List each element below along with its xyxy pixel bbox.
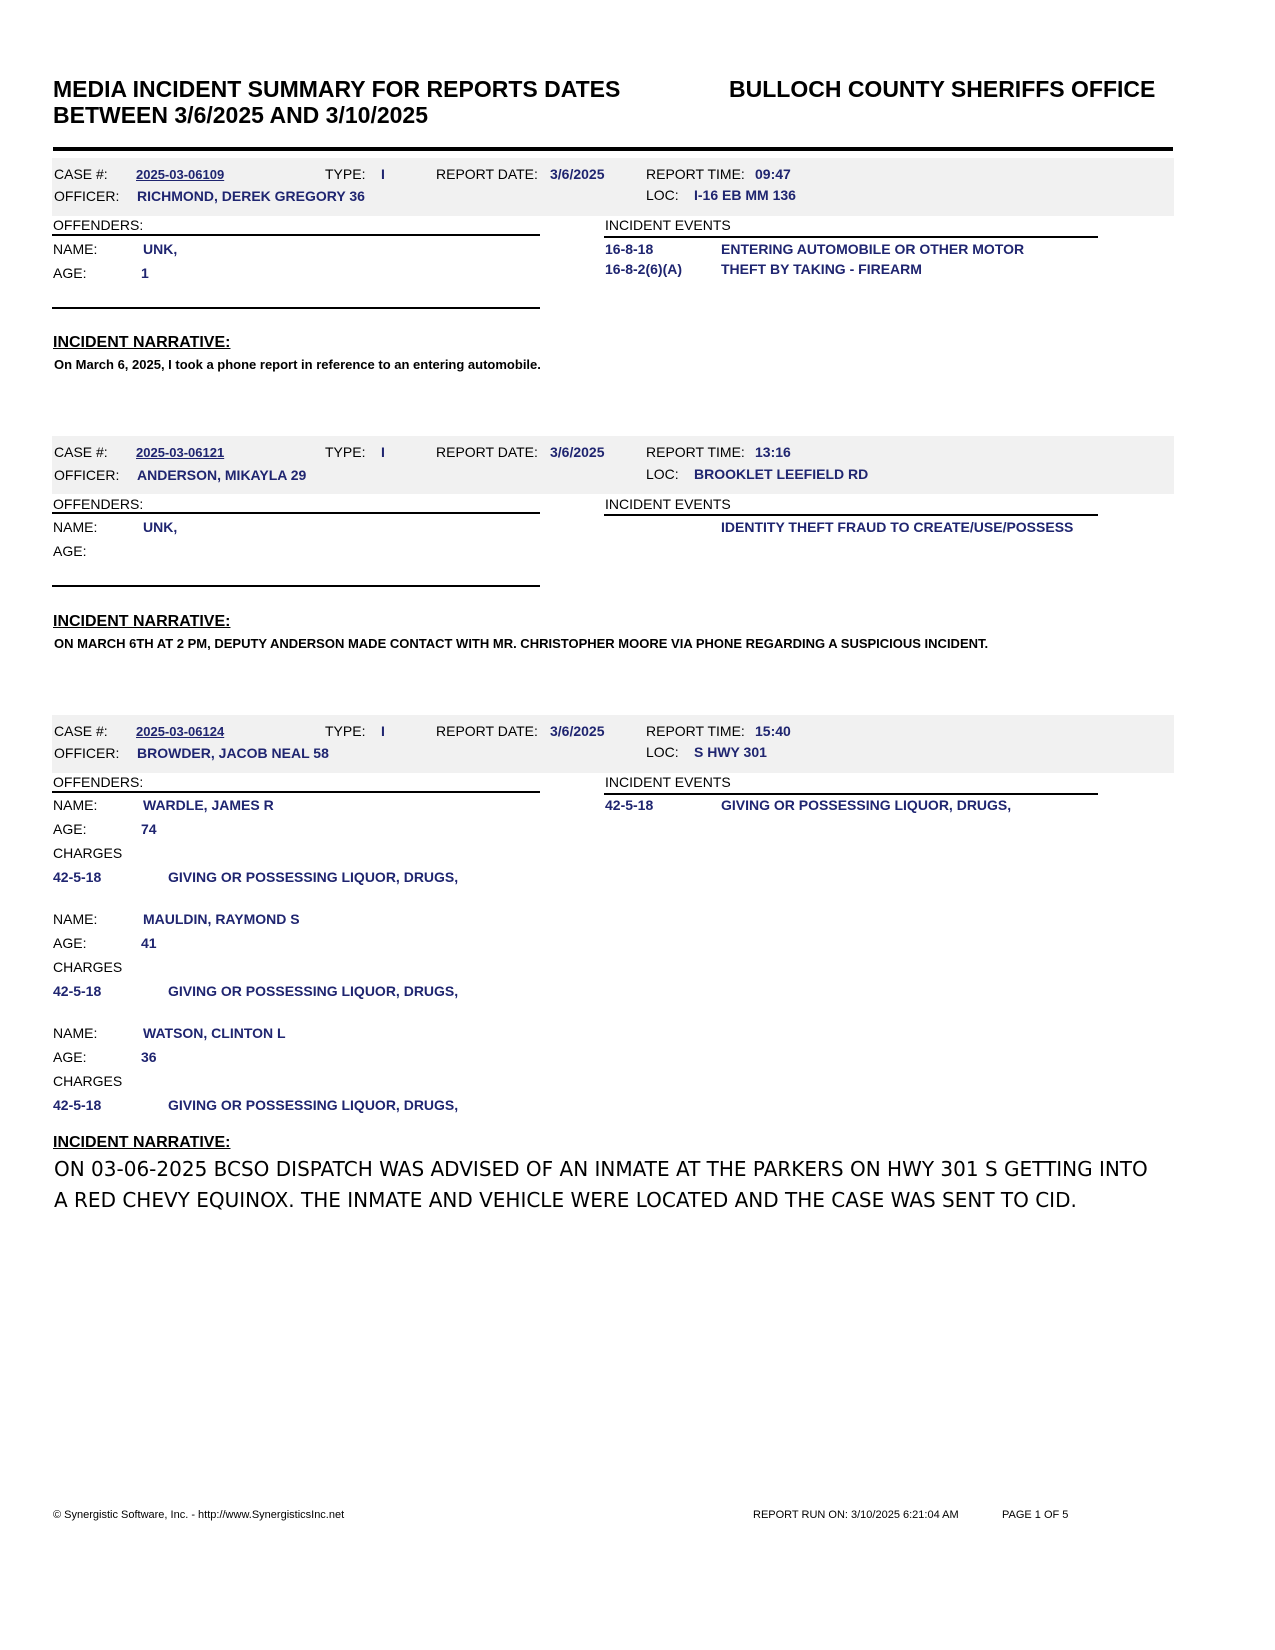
loc-value: I-16 EB MM 136 [694,187,796,203]
report-date-label: REPORT DATE: [436,166,538,182]
offenders-label: OFFENDERS: [53,217,144,233]
charges-label: CHARGES [53,845,123,861]
offender-name: UNK, [143,519,178,535]
events-rule [604,236,1098,238]
event-code: 42-5-18 [605,797,654,813]
incident-events-label: INCIDENT EVENTS [605,496,731,512]
report-date-value: 3/6/2025 [550,444,605,460]
report-date-value: 3/6/2025 [550,166,605,182]
officer-value: ANDERSON, MIKAYLA 29 [137,467,307,483]
offenders-rule [52,234,540,236]
type-value: I [381,444,385,460]
events-rule [604,793,1098,795]
event-desc: ENTERING AUTOMOBILE OR OTHER MOTOR [721,241,1025,257]
events-rule [604,514,1098,516]
offender-age: 74 [141,821,157,837]
name-label: NAME: [53,1025,98,1041]
age-label: AGE: [53,543,87,559]
loc-label: LOC: [646,466,679,482]
loc-value: S HWY 301 [694,744,767,760]
event-code: 16-8-18 [605,241,654,257]
case-number-link[interactable]: 2025-03-06124 [136,724,225,739]
report-title-line2: BETWEEN 3/6/2025 AND 3/10/2025 [53,102,428,128]
charge-code: 42-5-18 [53,869,102,885]
type-value: I [381,723,385,739]
charge-desc: GIVING OR POSSESSING LIQUOR, DRUGS, [168,1097,459,1113]
type-label: TYPE: [325,166,366,182]
report-time-label: REPORT TIME: [646,166,745,182]
officer-value: BROWDER, JACOB NEAL 58 [137,745,329,761]
case-label: CASE #: [54,166,108,182]
narrative-text: ON MARCH 6TH AT 2 PM, DEPUTY ANDERSON MADE CONTACT WITH MR. CHRISTOPHER MOORE VIA PHONE REGARDING A SUSPICIOUS INCIDENT. [54,636,989,651]
header-rule [53,147,1173,151]
offender-name: MAULDIN, RAYMOND S [143,911,300,927]
charge-code: 42-5-18 [53,983,102,999]
offenders-label: OFFENDERS: [53,774,144,790]
charge-desc: GIVING OR POSSESSING LIQUOR, DRUGS, [168,869,459,885]
loc-value: BROOKLET LEEFIELD RD [694,466,869,482]
name-label: NAME: [53,911,98,927]
type-value: I [381,166,385,182]
event-desc: IDENTITY THEFT FRAUD TO CREATE/USE/POSSESS [721,519,1074,535]
report-time-value: 15:40 [755,723,791,739]
report-date-value: 3/6/2025 [550,723,605,739]
narrative-heading: INCIDENT NARRATIVE: [53,334,231,351]
offender-age: 1 [141,265,149,281]
offenders-rule [52,512,540,514]
report-time-label: REPORT TIME: [646,723,745,739]
charges-label: CHARGES [53,959,123,975]
offender-age: 36 [141,1049,157,1065]
name-label: NAME: [53,241,98,257]
officer-label: OFFICER: [54,188,120,204]
age-label: AGE: [53,821,87,837]
event-desc: GIVING OR POSSESSING LIQUOR, DRUGS, [721,797,1012,813]
charge-code: 42-5-18 [53,1097,102,1113]
offenders-label: OFFENDERS: [53,496,144,512]
officer-value: RICHMOND, DEREK GREGORY 36 [137,188,365,204]
case-number-link[interactable]: 2025-03-06109 [136,167,225,182]
narrative-text: On March 6, 2025, I took a phone report in reference to an entering automobile. [54,357,541,372]
narrative-text: ON 03-06-2025 BCSO DISPATCH WAS ADVISED OF AN INMATE AT THE PARKERS ON HWY 301 S GETTING INTO A RED CHEVY EQUINOX. THE INMATE AND VEHICLE WERE LOCATED AND THE CASE WAS SENT TO CID. [54,1157,1148,1212]
charges-label: CHARGES [53,1073,123,1089]
name-label: NAME: [53,519,98,535]
officer-label: OFFICER: [54,745,120,761]
type-label: TYPE: [325,444,366,460]
charge-desc: GIVING OR POSSESSING LIQUOR, DRUGS, [168,983,459,999]
incident-events-label: INCIDENT EVENTS [605,217,731,233]
offenders-bottom-rule [52,307,540,309]
incident-events-label: INCIDENT EVENTS [605,774,731,790]
report-time-label: REPORT TIME: [646,444,745,460]
age-label: AGE: [53,935,87,951]
offenders-rule [52,791,540,793]
event-desc: THEFT BY TAKING - FIREARM [721,261,922,277]
offender-name: WATSON, CLINTON L [143,1025,286,1041]
report-time-value: 09:47 [755,166,791,182]
footer-report-run: REPORT RUN ON: 3/10/2025 6:21:04 AM [753,1509,959,1521]
type-label: TYPE: [325,723,366,739]
narrative-heading: INCIDENT NARRATIVE: [53,613,231,630]
offenders-bottom-rule [52,585,540,587]
case-label: CASE #: [54,444,108,460]
footer-page-number: PAGE 1 OF 5 [1002,1509,1069,1521]
officer-label: OFFICER: [54,467,120,483]
age-label: AGE: [53,265,87,281]
narrative-heading: INCIDENT NARRATIVE: [53,1134,231,1151]
event-code: 16-8-2(6)(A) [605,261,683,277]
offender-age: 41 [141,935,157,951]
report-date-label: REPORT DATE: [436,723,538,739]
age-label: AGE: [53,1049,87,1065]
loc-label: LOC: [646,744,679,760]
case-label: CASE #: [54,723,108,739]
name-label: NAME: [53,797,98,813]
footer-copyright: © Synergistic Software, Inc. - http://www.SynergisticsInc.net [53,1509,345,1521]
report-title-line1: MEDIA INCIDENT SUMMARY FOR REPORTS DATES [53,76,621,102]
case-number-link[interactable]: 2025-03-06121 [136,445,225,460]
agency-name: BULLOCH COUNTY SHERIFFS OFFICE [729,76,1156,102]
offender-name: UNK, [143,241,178,257]
offender-name: WARDLE, JAMES R [143,797,274,813]
loc-label: LOC: [646,187,679,203]
report-date-label: REPORT DATE: [436,444,538,460]
report-time-value: 13:16 [755,444,791,460]
